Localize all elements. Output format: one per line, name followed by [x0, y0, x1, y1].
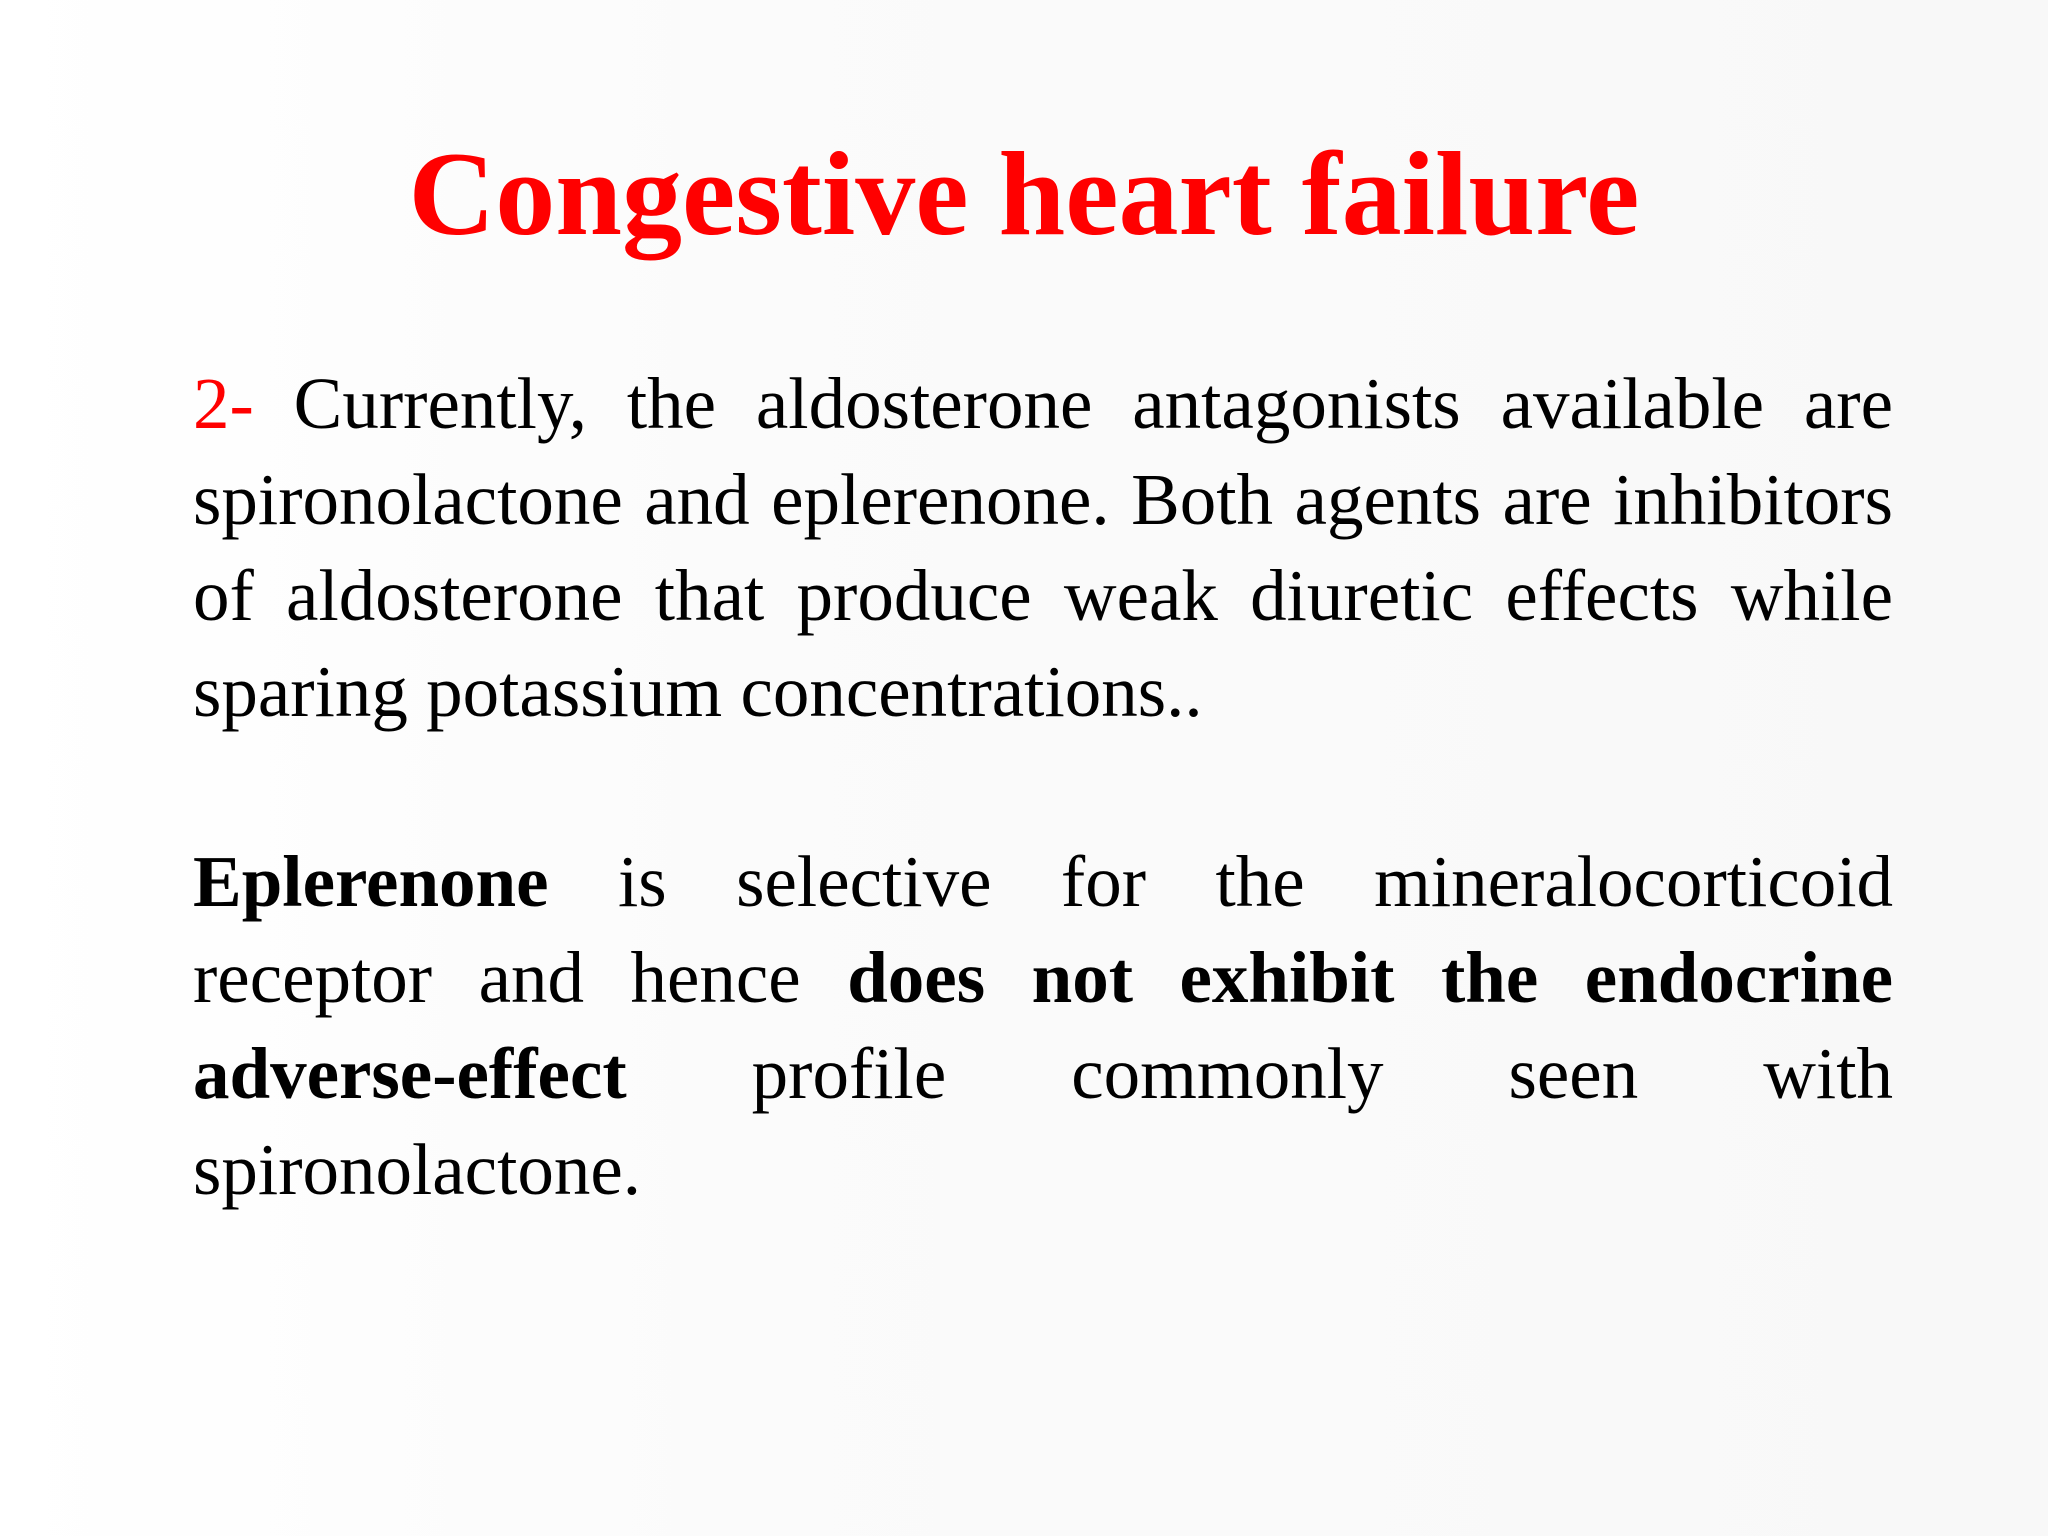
paragraph-aldosterone-antagonists: [193, 356, 1893, 740]
paragraph-2-text-b: profile commonly seen with spironolactone.: [193, 1033, 1893, 1210]
slide-title: Congestive heart failure: [408, 127, 1640, 260]
emphasis-endocrine-effect: does not exhibit the endocrine adverse-effect: [193, 937, 1893, 1114]
paragraph-2-text-a: is selective for the mineralocorticoid receptor and hence: [193, 841, 1893, 1018]
item-number: 2-: [193, 363, 254, 444]
eplerenone-term: Eplerenone: [193, 841, 549, 922]
paragraph-1-text: Currently, the aldosterone antagonists available are spironolactone and eplerenone. Both agents are inhibitors of aldosterone that produce weak diuretic effects while sparing potassium concentrations..: [193, 363, 1893, 732]
paragraph-eplerenone: [193, 834, 1893, 1218]
